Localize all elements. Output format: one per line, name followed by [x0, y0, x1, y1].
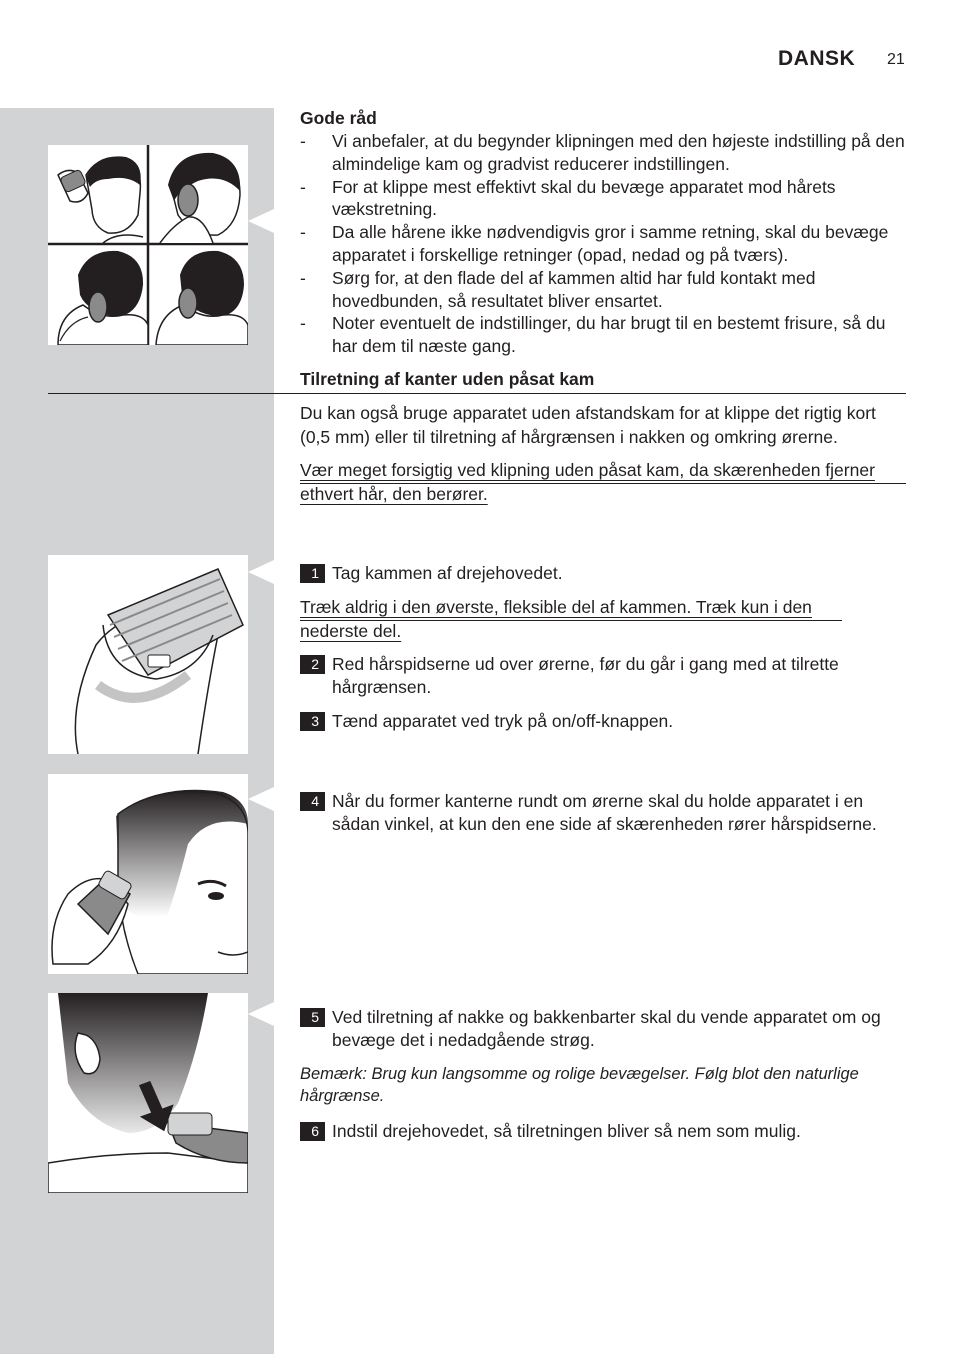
- step-3: 3 Tænd apparatet ved tryk på on/off-knappen.: [300, 710, 906, 733]
- language-label: DANSK: [778, 47, 856, 70]
- neck-trimming-illustration: [48, 993, 248, 1193]
- warning-text-2: Træk aldrig i den øverste, fleksible del af kammen. Træk kun i den nederste del.: [300, 597, 812, 641]
- note-text: Bemærk: Brug kun langsomme og rolige bevægelser. Følg blot den naturlige hårgrænse.: [300, 1065, 859, 1105]
- warning-rule: [300, 483, 906, 484]
- list-item: - Noter eventuelt de indstillinger, du har brugt til en bestemt frisure, så du har dem til næste gang.: [300, 313, 886, 357]
- tips-heading: Gode råd: [300, 108, 377, 128]
- step-number: 6: [300, 1122, 325, 1141]
- step-number: 3: [300, 712, 325, 731]
- pointer-notch: [248, 209, 274, 233]
- list-item: - Sørg for, at den flade del af kammen altid har fuld kontakt med hovedbunden, så resultatet bliver ensartet.: [300, 267, 816, 311]
- pointer-notch: [248, 1002, 274, 1026]
- tips-list: [300, 130, 910, 358]
- step-number: 1: [300, 564, 325, 583]
- step-number: 4: [300, 792, 325, 811]
- step-number: 2: [300, 655, 325, 674]
- ear-trimming-illustration: [48, 774, 248, 974]
- step-4: 4 Når du former kanterne rundt om ørerne skal du holde apparatet i en sådan vinkel, at kun den ene side af skærenheden rører hårspidserne.: [300, 790, 890, 836]
- section-divider: [48, 393, 906, 394]
- warning-rule: [300, 620, 842, 621]
- list-item: - For at klippe mest effektivt skal du bevæge apparatet mod hårets vækstretning.: [300, 176, 836, 220]
- step-1: 1 Tag kammen af drejehovedet.: [300, 562, 906, 585]
- tips-illustration: [48, 145, 248, 345]
- section-heading: Tilretning af kanter uden påsat kam: [300, 369, 595, 389]
- step-6: 6 Indstil drejehovedet, så tilretningen bliver så nem som mulig.: [300, 1120, 906, 1143]
- pointer-notch: [248, 787, 274, 811]
- step-2: 2 Red hårspidserne ud over ørerne, før du går i gang med at tilrette hårgrænsen.: [300, 653, 906, 699]
- warning-text-1: Vær meget forsigtig ved klipning uden påsat kam, da skærenheden fjerner ethvert hår, den berører.: [300, 460, 875, 504]
- step-5: 5 Ved tilretning af nakke og bakkenbarter skal du vende apparatet om og bevæge det i nedadgående strøg.: [300, 1006, 906, 1052]
- step-number: 5: [300, 1008, 325, 1027]
- list-item: - Da alle hårene ikke nødvendigvis gror i samme retning, skal du bevæge apparatet i forskellige retninger (opad, nedad og på tværs).: [300, 222, 889, 265]
- page-number: 21: [887, 51, 905, 68]
- list-item: - Vi anbefaler, at du begynder klipningen med den højeste indstilling på den almindelige kam og gradvist reducerer indstillingen.: [300, 131, 905, 174]
- trimmer-comb-illustration: [48, 555, 248, 754]
- pointer-notch: [248, 560, 274, 584]
- section-intro: Du kan også bruge apparatet uden afstandskam for at klippe det rigtig kort (0,5 mm) eller til tilretning af hårgrænsen i nakken og omkring ørerne.: [300, 403, 876, 447]
